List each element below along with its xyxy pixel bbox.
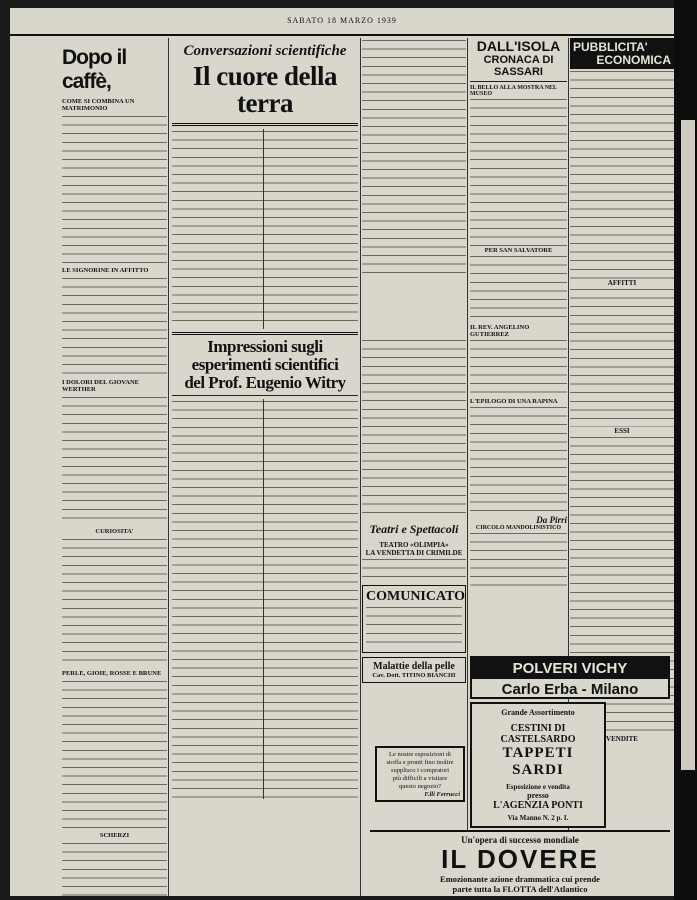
article-body bbox=[62, 679, 167, 829]
cuore-terra-title: Il cuore della terra bbox=[193, 61, 337, 118]
article-body bbox=[362, 338, 466, 518]
adjacent-page-edge bbox=[674, 0, 697, 900]
pubblicita-header: PUBBLICITA' ECONOMICA bbox=[570, 38, 674, 69]
newspaper-page bbox=[10, 8, 674, 896]
article-body bbox=[470, 531, 567, 591]
film-title: LA VENDETTA DI CRIMILDE bbox=[365, 549, 463, 557]
masthead-date: SABATO 18 MARZO 1939 bbox=[10, 8, 674, 36]
column-rule bbox=[360, 38, 361, 896]
section-heading: CIRCOLO MANDOLINISTICO bbox=[475, 525, 562, 531]
article-body bbox=[172, 399, 358, 799]
tappeti-sardi-ad: Grande Assortimento CESTINI DI CASTELSARDO TAPPETI SARDI Esposizione e vendita presso L'AGENZIA PONTI Via Manno N. 2 p. I. bbox=[470, 702, 606, 828]
section-heading: VENDITE bbox=[606, 735, 638, 744]
article-body bbox=[470, 338, 567, 398]
impressioni-title-line3: del Prof. Eugenio Witry bbox=[184, 372, 346, 392]
comunicato-title: COMUNICATO bbox=[366, 589, 466, 604]
impressioni-title-line1: Impressioni sugli bbox=[207, 337, 323, 356]
section-heading: LE SIGNORINE IN AFFITTO bbox=[62, 267, 149, 274]
section-heading: ESSI bbox=[614, 427, 630, 436]
article-body bbox=[62, 395, 167, 525]
malattie-box bbox=[362, 657, 466, 683]
column-dopo-il-caffe bbox=[62, 38, 167, 896]
column-rule bbox=[467, 38, 468, 896]
section-heading: COME SI COMBINA UN MATRIMONIO bbox=[62, 98, 135, 112]
section-heading: PERLE, GIOIE, ROSSE E BRUNE bbox=[62, 670, 162, 677]
article-body bbox=[362, 38, 466, 278]
section-heading: PER SAN SALVATORE bbox=[484, 247, 553, 254]
conversazioni-kicker: Conversazioni scientifiche bbox=[183, 43, 347, 59]
il-dovere-ad: Un'opera di successo mondiale IL DOVERE Emozionante azione drammatica cui prende parte tutta la FLOTTA dell'Atlantico bbox=[370, 830, 670, 896]
cronaca-subtitle: CRONACA DI SASSARI bbox=[483, 54, 554, 78]
article-body bbox=[62, 537, 167, 667]
article-body bbox=[470, 97, 567, 247]
malattie-doctor: Cav. Dott. TITINO BIANCHI bbox=[372, 672, 456, 679]
section-heading: IL REV. ANGELINO GUTIERREZ bbox=[470, 324, 530, 338]
article-body bbox=[362, 557, 466, 581]
column-rule bbox=[168, 38, 169, 896]
teatro-label: TEATRO «OLIMPIA» bbox=[379, 541, 449, 549]
column-conversazioni bbox=[172, 38, 358, 896]
teatri-title: Teatri e Spettacoli bbox=[369, 522, 459, 536]
impressioni-title-line2: esperimenti scientifici bbox=[191, 354, 339, 374]
section-heading: SCHERZI bbox=[99, 832, 130, 839]
article-body bbox=[172, 129, 358, 329]
classifieds bbox=[570, 287, 674, 427]
section-heading: I DOLORI DEL GIOVANE WERTHER bbox=[62, 379, 139, 393]
article-body bbox=[470, 254, 567, 324]
section-heading: L'EPILOGO DI UNA RAPINA bbox=[470, 398, 558, 405]
comunicato-box bbox=[362, 585, 466, 653]
dall-isola-title: DALL'ISOLA bbox=[476, 38, 561, 54]
section-heading: Da Pirri bbox=[536, 515, 567, 525]
malattie-title: Malattie della pelle bbox=[373, 661, 455, 672]
article-body bbox=[62, 841, 167, 896]
classifieds bbox=[570, 69, 674, 279]
section-heading: CURIOSITA' bbox=[95, 528, 134, 535]
cronaca-kicker: IL BELLO ALLA MOSTRA NEL MUSEO bbox=[470, 85, 557, 97]
article-body bbox=[62, 276, 167, 376]
section-heading: AFFITTI bbox=[607, 279, 637, 288]
polveri-vichy-ad: POLVERI VICHY Carlo Erba - Milano bbox=[470, 656, 670, 699]
article-body bbox=[470, 405, 567, 515]
ferrucci-ad: Le nostre esposizioni di stoffa e pronti fino inoltre supplisco i compratori più difficili a visitare questo negozio? F.lli Ferrucci bbox=[375, 746, 465, 802]
article-body bbox=[62, 114, 167, 264]
dopo-caffe-title: Dopo il caffè, bbox=[62, 46, 127, 93]
